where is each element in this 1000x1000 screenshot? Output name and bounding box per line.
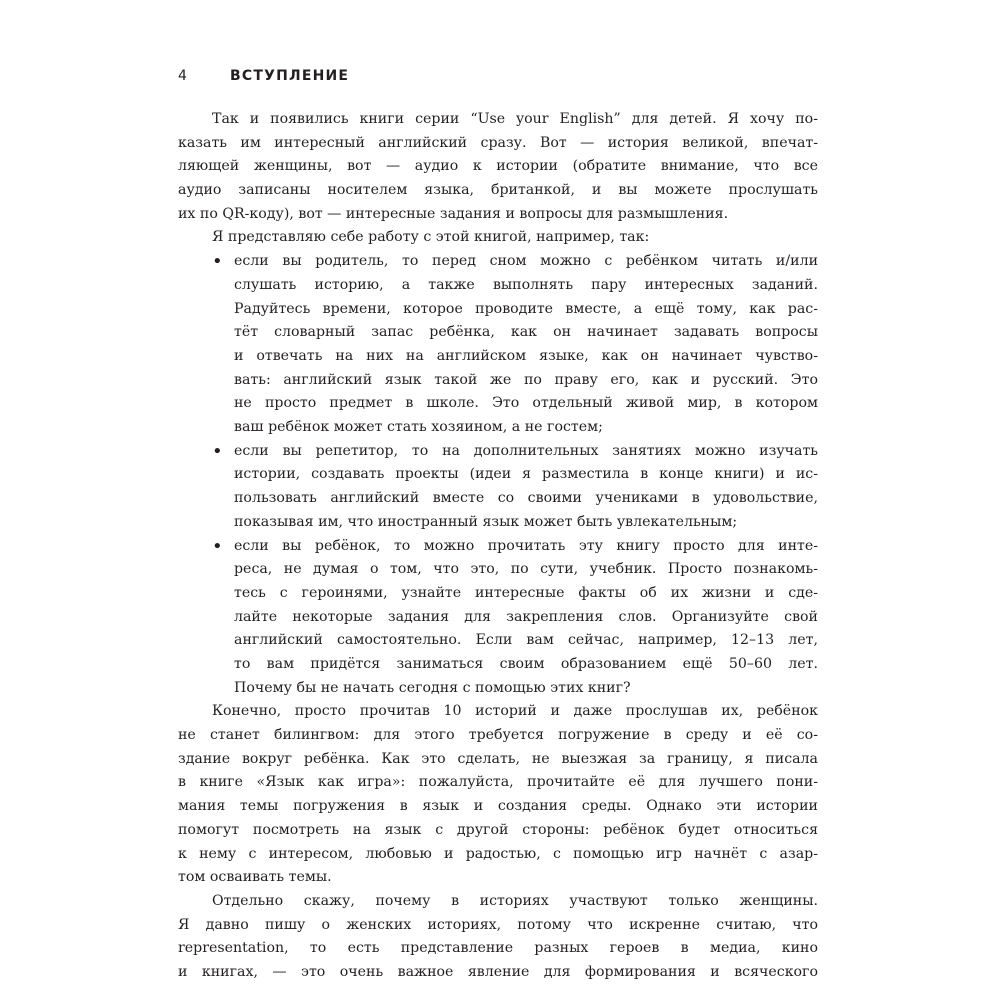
text-line: Отдельно скажу, почему в историях участвуют только женщины. (212, 892, 818, 909)
text-line: тёт словарный запас ребёнка, как он начинает задавать вопросы (234, 324, 818, 341)
text-line: если вы ребёнок, то можно прочитать эту книгу просто для инте- (234, 537, 818, 554)
text-line: representation, то есть представление разных героев в медиа, кино (178, 940, 818, 957)
text-line: и отвечать на них на английском языке, как он начинает чувство- (234, 347, 818, 364)
text-line: Я представляю себе работу с этой книгой, например, так: (212, 229, 650, 246)
text-line: если вы репетитор, то на дополнительных занятиях можно изучать (234, 442, 818, 459)
page-number: 4 (178, 68, 187, 84)
text-line: лайте некоторые задания для закрепления слов. Организуйте свой (234, 608, 818, 625)
text-line: Радуйтесь времени, которое проводите вместе, а ещё тому, как рас- (234, 300, 818, 317)
text-line: Я давно пишу о женских историях, потому что искренне считаю, что (178, 916, 818, 933)
text-line: тесь с героинями, узнайте интересные факты об их жизни и сде- (234, 584, 818, 601)
text-line: Конечно, просто прочитав 10 историй и даже прослушав их, ребёнок (212, 703, 818, 720)
text-line: помогут посмотреть на язык с другой стороны: ребёнок будет относиться (178, 821, 818, 838)
text-line: показывая им, что иностранный язык может быть увлекательным; (234, 513, 738, 530)
text-line: не просто предмет в школе. Это отдельный живой мир, в котором (234, 395, 818, 412)
text-line: то вам придётся заниматься своим образованием ещё 50–60 лет. (234, 655, 818, 672)
text-line: Почему бы не начать сегодня с помощью этих книг? (234, 679, 631, 696)
text-line: ляющей женщины, вот — аудио к истории (обратите внимание, что все (178, 158, 818, 175)
text-line: истории, создавать проекты (идеи я разместила в конце книги) и ис- (234, 466, 818, 483)
text-line: мания темы погружения в язык и создания среды. Однако эти истории (178, 798, 818, 815)
text-line: вать: английский язык такой же по праву его, как и русский. Это (234, 371, 818, 388)
bullet-marker: • (212, 535, 223, 557)
text-line: к нему с интересом, любовью и радостью, с помощью игр начнёт с азар- (178, 845, 818, 862)
text-line: если вы родитель, то перед сном можно с ребёнком читать и/или (234, 253, 818, 270)
text-line: здание вокруг ребёнка. Как это сделать, не выезжая за границу, я писала (178, 750, 818, 767)
text-line: аудио записаны носителем языка, британкой, и вы можете прослушать (178, 182, 818, 199)
text-line: и книгах, — это очень важное явление для формирования и всяческого (178, 964, 818, 980)
text-line: их по QR-коду), вот — интересные задания и вопросы для размышления. (178, 205, 729, 222)
bullet-marker: • (212, 440, 223, 462)
bullet-marker: • (212, 251, 223, 273)
text-line: в книге «Язык как игра»: пожалуйста, прочитайте её для лучшего пони- (178, 774, 818, 791)
text-line: Так и появились книги серии “Use your English” для детей. Я хочу по- (212, 111, 818, 127)
text-line: том осваивать темы. (178, 869, 332, 886)
text-line: пользовать английский вместе со своими учениками в удовольствие, (234, 490, 818, 507)
text-line: ваш ребёнок может стать хозяином, а не гостем; (234, 419, 603, 436)
text-line: не станет билингвом: для этого требуется погружение в среду и её со- (178, 727, 818, 744)
text-line: английский самостоятельно. Если вам сейчас, например, 12–13 лет, (234, 632, 818, 649)
running-head (178, 64, 828, 88)
section-title: ВСТУПЛЕНИЕ (230, 68, 350, 84)
text-line: реса, не думая о том, что это, по сути, учебник. Просто познакомь- (234, 561, 818, 578)
text-line: слушать историю, а также выполнять пару интересных заданий. (234, 276, 818, 293)
text-line: казать им интересный английский сразу. Вот — история великой, впечат- (178, 134, 818, 151)
